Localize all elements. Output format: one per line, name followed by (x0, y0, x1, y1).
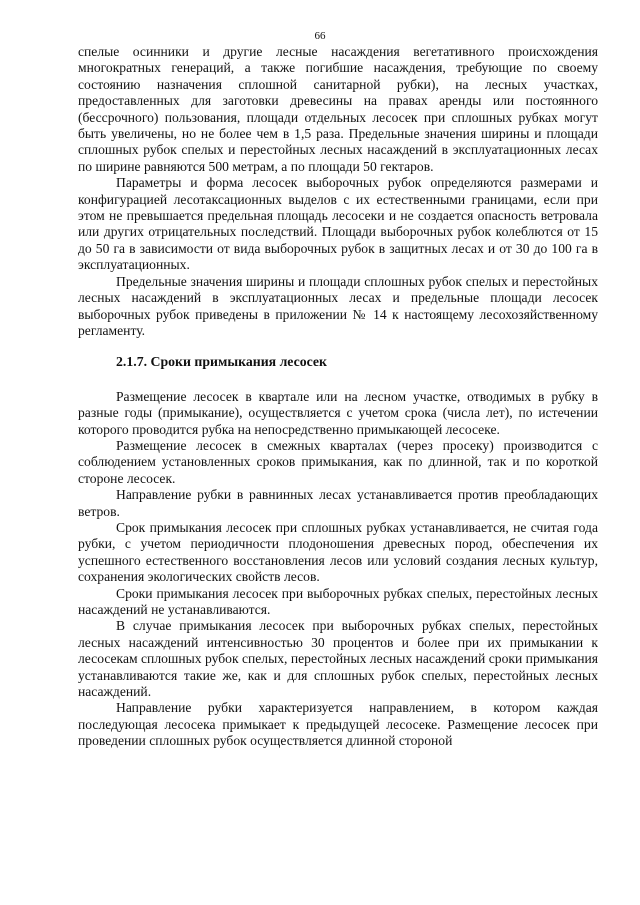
paragraph: спелые осинники и другие лесные насаждения вегетативного происхождения многократных генераций, а также погибшие насаждения, требующие по своему состоянию назначения сплошной санитарной рубки), на лесных участках, предоставленных для заготовки древесины на правах аренды или постоянного (бессрочного) пользования, площади отдельных лесосек при сплошных рубках могут быть увеличены, но не более чем в 1,5 раза. Предельные значения ширины и площади сплошных рубок спелых и перестойных лесных насаждений в эксплуатационных лесах по ширине равняются 500 метрам, а по площади 50 гектаров. (78, 44, 598, 174)
paragraph: В случае примыкания лесосек при выборочных рубках спелых, перестойных лесных насаждений интенсивностью 30 процентов и более при их примыкании к лесосекам сплошных рубок спелых, перестойных лесных насаждений сроки примыкания устанавливаются такие же, как и для сплошных рубок спелых, перестойных лесных насаждений. (78, 618, 598, 700)
paragraph: Направление рубки характеризуется направлением, в котором каждая последующая лесосека примыкает к предыдущей лесосеке. Размещение лесосек при проведении сплошных рубок осуществляется длинной стороной (78, 700, 598, 749)
paragraph: Параметры и форма лесосек выборочных рубок определяются размерами и конфигурацией лесотаксационных выделов с их естественными границами, если при этом не превышается предельная площадь лесосеки и не создается опасность ветровала или других отрицательных последствий. Площади выборочных рубок колеблются от 15 до 50 га в зависимости от вида выборочных рубок в защитных лесах и от 30 до 100 га в эксплуатационных. (78, 175, 598, 273)
paragraph: Срок примыкания лесосек при сплошных рубках устанавливается, не считая года рубки, с учетом периодичности плодоношения древесных пород, обеспечения их успешного естественного восстановления лесов или условий создания лесных культур, сохранения экологических свойств лесов. (78, 519, 598, 585)
paragraph: Размещение лесосек в квартале или на лесном участке, отводимых в рубку в разные годы (примыкание), осуществляется с учетом срока (числа лет), по истечении которого проводится рубка на непосредственно примыкающей лесосеке. (78, 388, 598, 437)
paragraph: Сроки примыкания лесосек при выборочных рубках спелых, перестойных лесных насаждений не устанавливаются. (78, 585, 598, 617)
section-heading: 2.1.7. Сроки примыкания лесосек (116, 354, 327, 370)
paragraph: Предельные значения ширины и площади сплошных рубок спелых и перестойных лесных насаждений в эксплуатационных лесах и предельные площади лесосек выборочных рубок приведены в приложении № 14 к настоящему лесохозяйственному регламенту. (78, 273, 598, 338)
paragraph: Размещение лесосек в смежных кварталах (через просеку) производится с соблюдением установленных сроков примыкания, как по длинной, так и по короткой стороне лесосек. (78, 437, 598, 486)
paragraph: Направление рубки в равнинных лесах устанавливается против преобладающих ветров. (78, 487, 598, 519)
document-body (78, 44, 598, 750)
page-number: 66 (314, 30, 326, 42)
